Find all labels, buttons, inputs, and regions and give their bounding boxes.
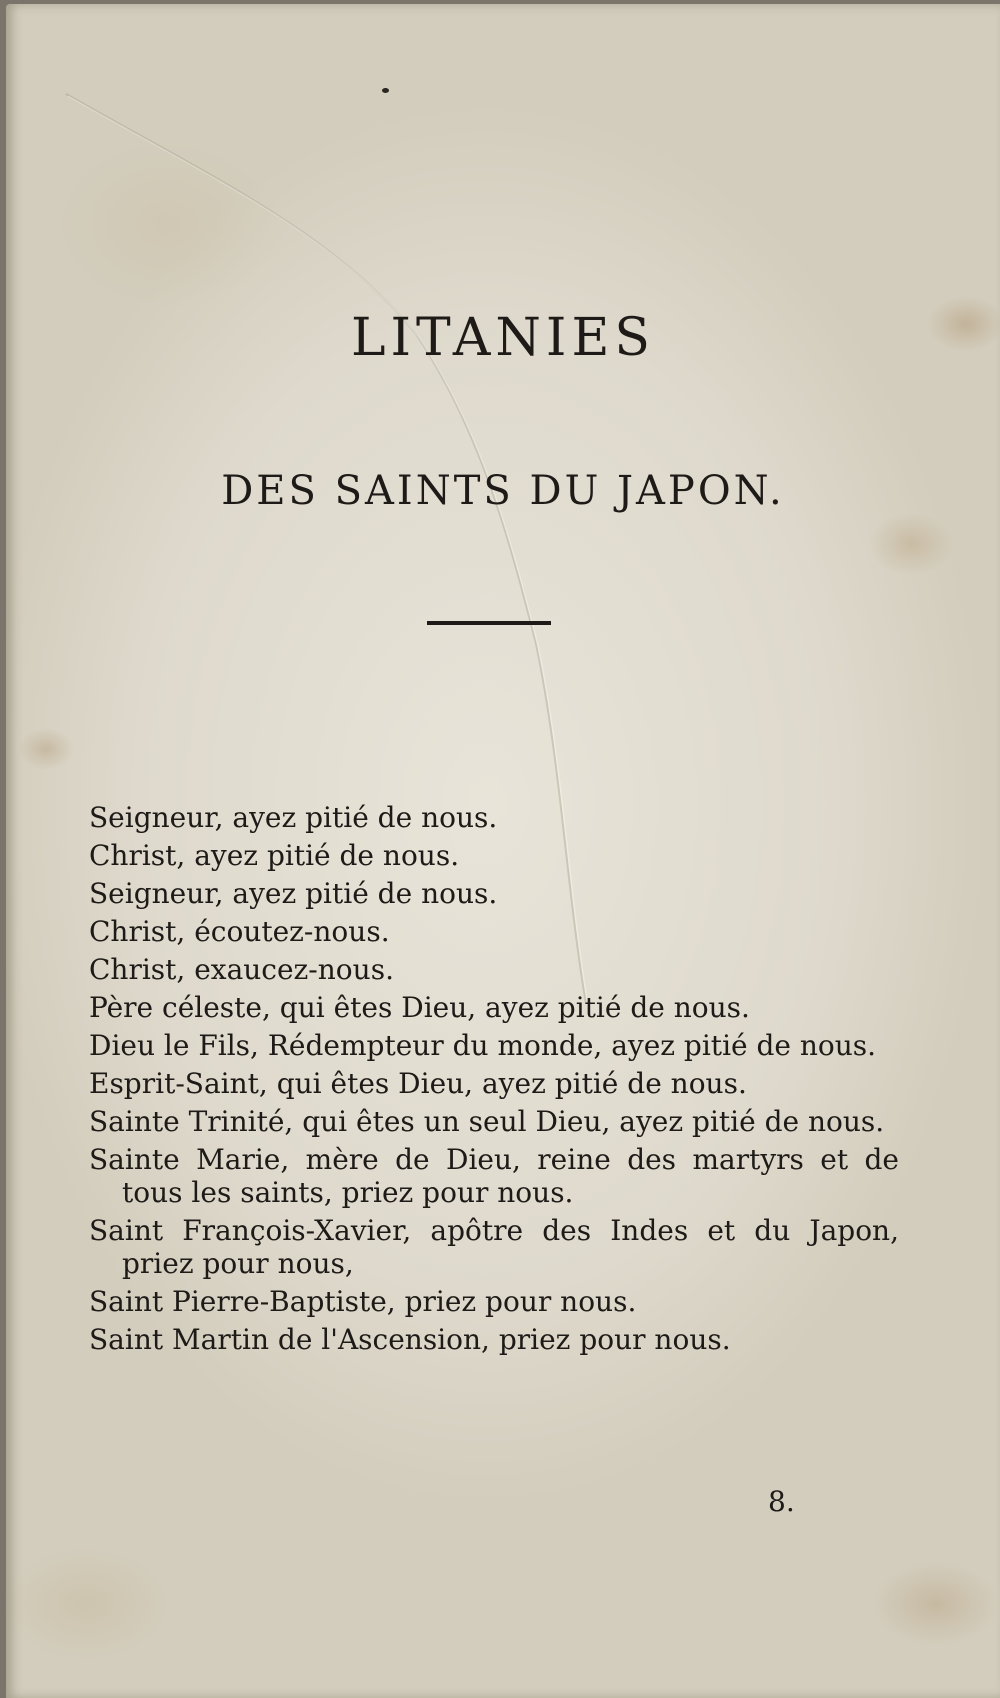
litany-line: Christ, exaucez-nous. [89,953,394,986]
page-title: LITANIES [350,308,656,368]
litany-line: Seigneur, ayez pitié de nous. [89,877,498,910]
title-divider [427,621,551,625]
litany-line: Sainte Marie, mère de Dieu, reine des martyrs et de tous les saints, priez pour nous. [89,1143,899,1209]
ink-speck [382,88,389,93]
litany-line: Sainte Trinité, qui êtes un seul Dieu, ayez pitié de nous. [89,1105,885,1138]
litany-line: Saint Pierre-Baptiste, priez pour nous. [89,1285,637,1318]
page-subtitle: DES SAINTS DU JAPON. [221,468,785,514]
litany-line: Seigneur, ayez pitié de nous. [89,801,498,834]
litany-line: Père céleste, qui êtes Dieu, ayez pitié de nous. [89,991,750,1024]
page-number: 8. [768,1485,795,1518]
litany-line: Dieu le Fils, Rédempteur du monde, ayez pitié de nous. [89,1029,877,1062]
litany-line: Saint François-Xavier, apôtre des Indes et du Japon, priez pour nous, [89,1214,899,1280]
book-page [6,4,1000,1698]
litany-line: Christ, écoutez-nous. [89,915,390,948]
litany-line: Saint Martin de l'Ascension, priez pour nous. [89,1323,731,1356]
litany-line: Esprit-Saint, qui êtes Dieu, ayez pitié de nous. [89,1067,747,1100]
litany-line: Christ, ayez pitié de nous. [89,839,460,872]
litany-list [89,801,899,1361]
